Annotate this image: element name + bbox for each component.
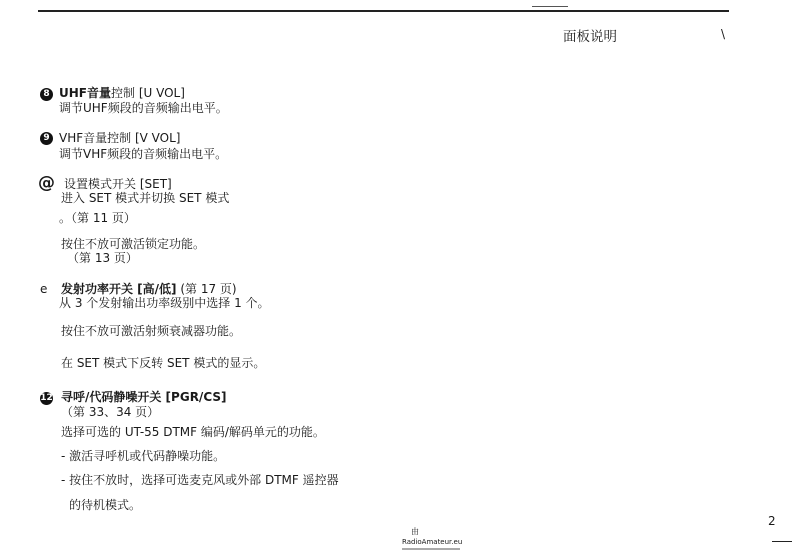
power-heading-bold: 发射功率开关 [高/低] bbox=[61, 282, 177, 296]
pgr-line-5: 的待机模式。 bbox=[69, 498, 142, 512]
top-rule bbox=[38, 10, 729, 12]
power-heading-rest: (第 17 页) bbox=[176, 282, 237, 296]
item-9-marker: 9 bbox=[40, 132, 53, 145]
item-e-marker: e bbox=[40, 282, 48, 296]
power-line-2: 按住不放可激活射频衰减器功能。 bbox=[61, 324, 242, 338]
pgr-heading: 寻呼/代码静噪开关 [PGR/CS] bbox=[61, 390, 227, 404]
set-line-4: （第 13 页） bbox=[67, 251, 138, 265]
pgr-line-4: - 按住不放时，选择可选麦克风或外部 DTMF 遥控器 bbox=[61, 473, 339, 487]
set-line-1: 进入 SET 模式并切换 SET 模式 bbox=[61, 191, 230, 205]
page-number: 2 bbox=[768, 514, 776, 528]
item-12-marker: 12 bbox=[40, 393, 53, 403]
uvol-description: 调节UHF频段的音频输出电平。 bbox=[59, 101, 228, 115]
pgr-line-3: - 激活寻呼机或代码静噪功能。 bbox=[61, 449, 226, 463]
uvol-heading-bold: UHF音量 bbox=[59, 86, 111, 100]
pgr-line-2: 选择可选的 UT-55 DTMF 编码/解码单元的功能。 bbox=[61, 425, 325, 439]
bottom-rule bbox=[772, 541, 792, 542]
watermark-top: 由 bbox=[411, 527, 419, 536]
watermark-site: RadioAmateur.eu bbox=[402, 538, 463, 546]
set-line-3: 按住不放可激活锁定功能。 bbox=[61, 237, 206, 251]
watermark-underline bbox=[402, 548, 460, 550]
item-8-marker: 8 bbox=[40, 88, 53, 101]
top-rule-tick bbox=[532, 6, 568, 7]
uvol-heading bbox=[59, 85, 185, 101]
page-header-mark: \ bbox=[721, 27, 726, 41]
uvol-heading-rest: 控制 [U VOL] bbox=[111, 86, 185, 100]
page-header-title: 面板说明 bbox=[563, 29, 617, 45]
vvol-description: 调节VHF频段的音频输出电平。 bbox=[59, 147, 228, 161]
power-line-1: 从 3 个发射输出功率级别中选择 1 个。 bbox=[59, 296, 270, 310]
set-heading: 设置模式开关 [SET] bbox=[64, 177, 172, 191]
item-at-marker: @ bbox=[38, 173, 55, 193]
pgr-line-1: （第 33、34 页） bbox=[61, 405, 160, 419]
vvol-heading: VHF音量控制 [V VOL] bbox=[59, 131, 181, 145]
set-line-2: 。（第 11 页） bbox=[59, 211, 136, 225]
power-line-3: 在 SET 模式下反转 SET 模式的显示。 bbox=[61, 356, 266, 370]
